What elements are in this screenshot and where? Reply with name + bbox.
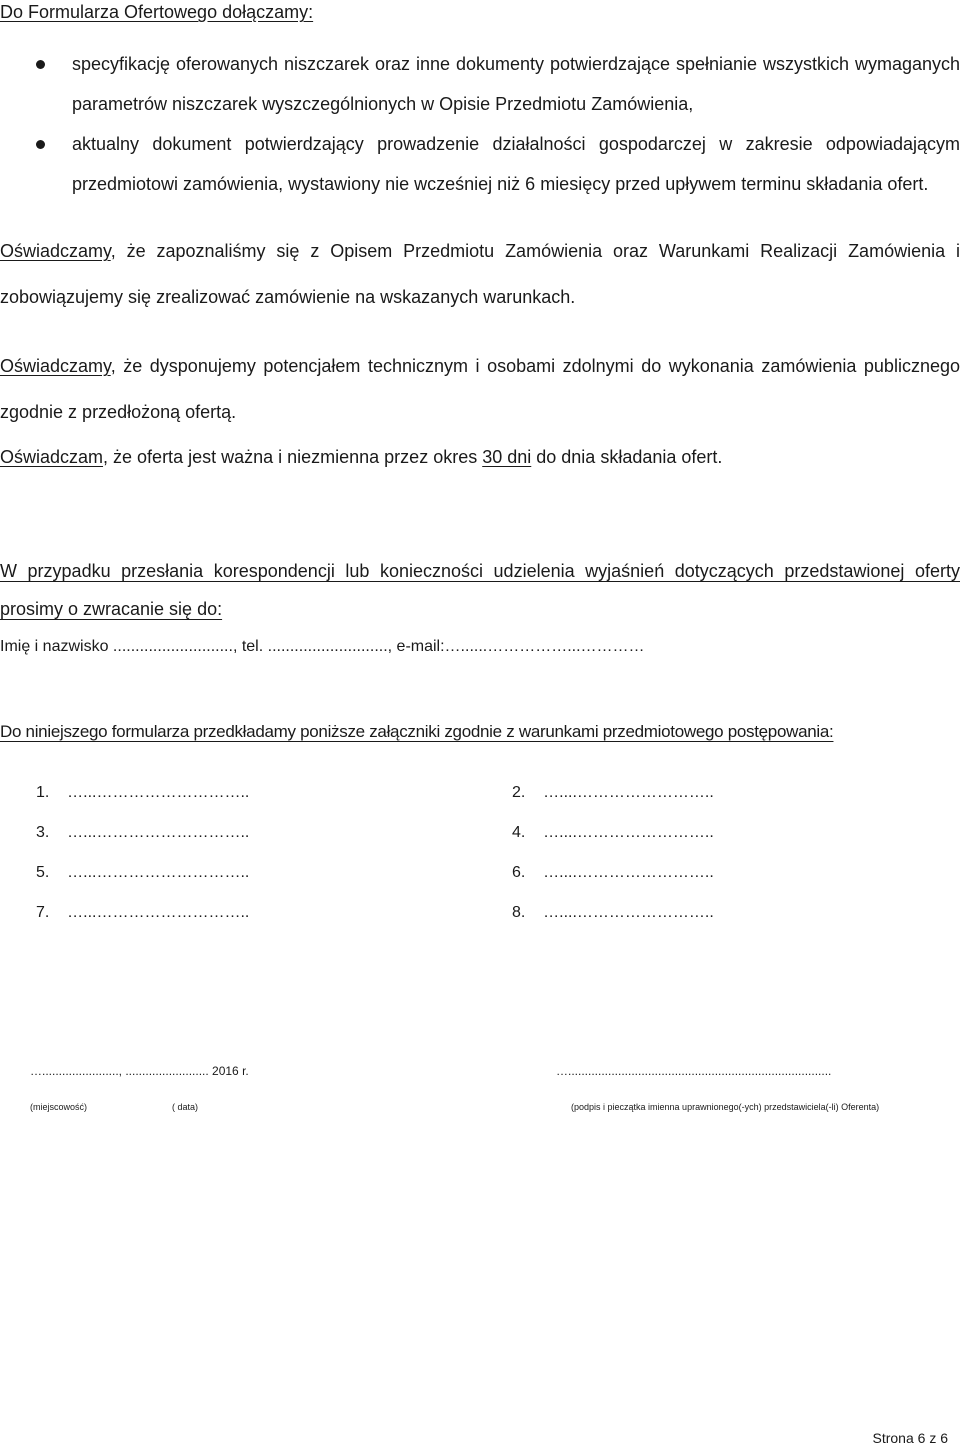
statement-lead: Oświadczam (0, 447, 104, 467)
attachment-number: 2. (512, 784, 526, 801)
attachment-blank: …...……………………….. (67, 904, 250, 921)
place-date-line: …......................., ......................... 2016 r. (30, 1064, 249, 1078)
attachment-item-1 (36, 784, 249, 802)
statement-2 (0, 343, 960, 435)
attachment-item-5 (36, 864, 249, 882)
statement-lead: Oświadczamy (0, 241, 111, 261)
attachment-number: 1. (36, 784, 50, 801)
contact-line: Imię i nazwisko ..........................., tel. ..........................., e-mail:…......……………...………… (0, 638, 645, 655)
statement-lead: Oświadczamy (0, 356, 111, 376)
attachment-blank: …....…………………….. (543, 904, 714, 921)
bullet-dot-icon (36, 140, 45, 149)
validity-days: 30 dni (482, 447, 532, 467)
attachment-blank: …...……………………….. (67, 864, 250, 881)
attachment-item-7 (36, 904, 249, 922)
statement-text: do dnia składania ofert. (531, 447, 723, 467)
attachments-bullet-list (0, 44, 960, 204)
section-heading: Do Formularza Ofertowego dołączamy: (0, 2, 314, 22)
signature-line: …............................................................................... (556, 1064, 832, 1078)
attachment-blank: …....…………………….. (543, 824, 714, 841)
statement-3 (0, 434, 960, 480)
bullet-text: aktualny dokument potwierdzający prowadzenie działalności gospodarczej w zakresie odpowiadającym przedmiotowi zamówienia, wystawiony nie wcześniej niż 6 miesięcy przed upływem terminu składania ofert. (72, 134, 960, 194)
statement-text: , że zapoznaliśmy się z Opisem Przedmiotu Zamówienia oraz Warunkami Realizacji Zamówienia i zobowiązujemy się zrealizować zamówienie na wskazanych warunkach. (0, 241, 960, 307)
bullet-dot-icon (36, 60, 45, 69)
attachment-item-6 (512, 864, 714, 882)
place-label: (miejscowość) (30, 1102, 88, 1112)
attachment-number: 8. (512, 904, 526, 921)
attachment-item-8 (512, 904, 714, 922)
attachment-blank: …...……………………….. (67, 824, 250, 841)
attachment-number: 6. (512, 864, 526, 881)
attachment-item-4 (512, 824, 714, 842)
statement-text: , że dysponujemy potencjałem technicznym i osobami zdolnymi do wykonania zamówienia publicznego zgodnie z przedłożoną ofertą. (0, 356, 960, 422)
statement-1 (0, 228, 960, 320)
date-label: ( data) (172, 1102, 199, 1112)
attachment-blank: …...……………………….. (67, 784, 250, 801)
attachments-heading: Do niniejszego formularza przedkładamy poniższe załączniki zgodnie z warunkami przedmiotowego postępowania: (0, 722, 834, 741)
signature-label: (podpis i pieczątka imienna uprawnionego(-ych) przedstawiciela(-li) Oferenta) (571, 1102, 880, 1112)
attachment-item-2 (512, 784, 714, 802)
bullet-text: specyfikację oferowanych niszczarek oraz inne dokumenty potwierdzające spełnianie wszystkich wymaganych parametrów niszczarek wyszczególnionych w Opisie Przedmiotu Zamówienia, (72, 54, 960, 114)
bullet-item (0, 124, 960, 204)
attachment-number: 3. (36, 824, 50, 841)
bullet-item (0, 44, 960, 124)
attachment-blank: …....…………………….. (543, 864, 714, 881)
correspondence-heading: W przypadku przesłania korespondencji lub konieczności udzielenia wyjaśnień dotyczących przedstawionej oferty prosimy o zwracanie się do: (0, 561, 960, 619)
page-number: Strona 6 z 6 (872, 1430, 948, 1446)
attachment-item-3 (36, 824, 249, 842)
attachment-blank: …....…………………….. (543, 784, 714, 801)
statement-text: , że oferta jest ważna i niezmienna przez okres (103, 447, 483, 467)
attachment-number: 4. (512, 824, 526, 841)
attachment-number: 5. (36, 864, 50, 881)
attachment-number: 7. (36, 904, 50, 921)
